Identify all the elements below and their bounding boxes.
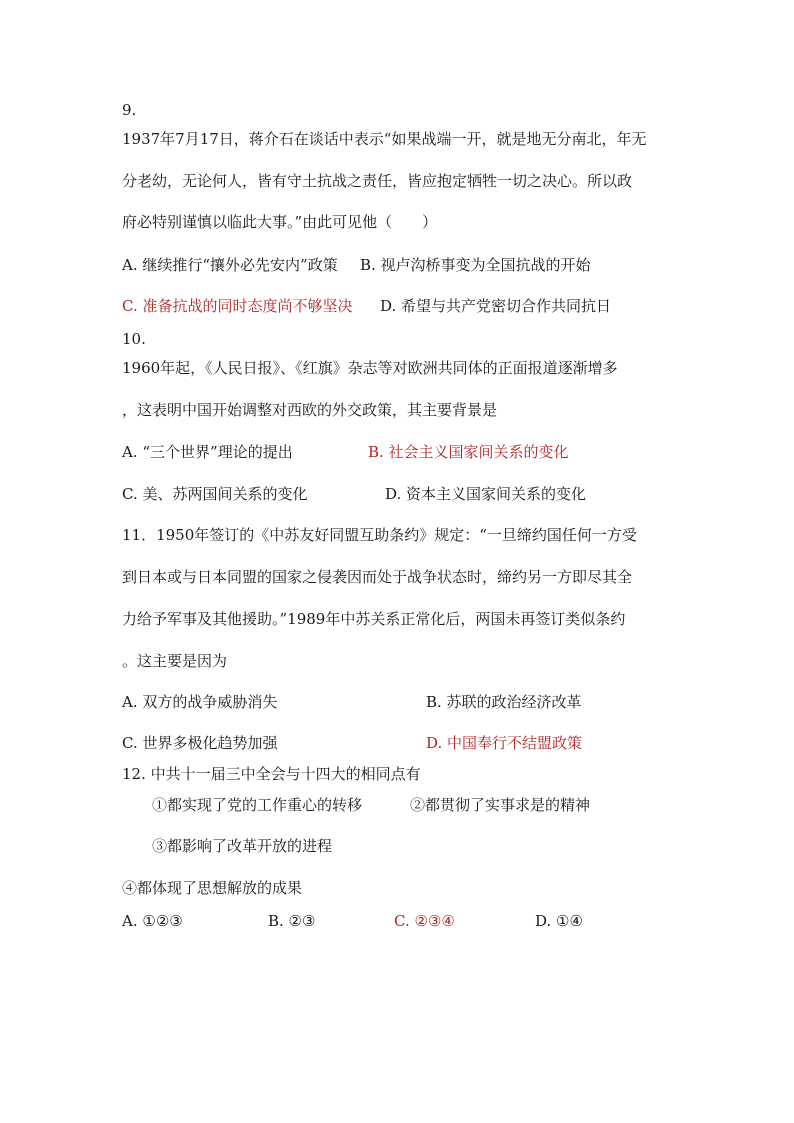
q10-stem-line-1: 1960年起，《人民日报》、《红旗》杂志等对欧洲共同体的正面报道逐渐增多 (122, 359, 618, 377)
q11-option-c: C. 世界多极化趋势加强 (122, 734, 278, 752)
q10-stem-line-2: ，这表明中国开始调整对西欧的外交政策，其主要背景是 (122, 401, 498, 419)
q10-number: 10. (122, 330, 146, 348)
q9-stem-line-2: 分老幼，无论何人，皆有守土抗战之责任，皆应抱定牺牲一切之决心。所以政 (122, 172, 633, 190)
q12-stem: 12. 中共十一届三中全会与十四大的相同点有 (122, 765, 421, 783)
q11-stem-line-3: 力给予军事及其他援助。”1989年中苏关系正常化后，两国未再签订类似条约 (122, 610, 626, 628)
q12-option-c-answer: C. ②③④ (394, 912, 455, 930)
q12-item-2: ②都贯彻了实事求是的精神 (410, 796, 591, 814)
q10-option-d: D. 资本主义国家间关系的变化 (385, 485, 587, 503)
q11-stem-line-1: 11．1950年签订的《中苏友好同盟互助条约》规定：“一旦缔约国任何一方受 (122, 526, 637, 544)
q9-option-c-answer: C. 准备抗战的同时态度尚不够坚决 (122, 297, 353, 315)
q9-stem-line-3: 府必特别谨慎以临此大事。”由此可见他（ ） (122, 213, 438, 231)
q10-option-b-answer: B. 社会主义国家间关系的变化 (368, 443, 569, 461)
q11-option-d-answer: D. 中国奉行不结盟政策 (426, 734, 583, 752)
q9-option-d: D. 希望与共产党密切合作共同抗日 (380, 297, 612, 315)
q9-option-b: B. 视卢沟桥事变为全国抗战的开始 (360, 256, 591, 274)
q9-number: 9. (122, 101, 137, 119)
q11-stem-line-2: 到日本或与日本同盟的国家之侵袭因而处于战争状态时，缔约另一方即尽其全 (122, 568, 633, 586)
q12-option-d: D. ①④ (535, 912, 583, 930)
q12-option-b: B. ②③ (268, 912, 316, 930)
q10-option-a: A. “三个世界”理论的提出 (122, 443, 293, 461)
q12-item-4: ④都体现了思想解放的成果 (122, 879, 303, 897)
q10-option-c: C. 美、苏两国间关系的变化 (122, 485, 308, 503)
q12-option-a: A. ①②③ (122, 912, 183, 930)
q12-item-3: ③都影响了改革开放的进程 (152, 837, 333, 855)
q11-stem-line-4: 。这主要是因为 (122, 652, 228, 670)
q11-option-b: B. 苏联的政治经济改革 (426, 693, 582, 711)
q9-stem-line-1: 1937年7月17日，蒋介石在谈话中表示“如果战端一开，就是地无分南北，年无 (122, 130, 647, 148)
q12-item-1: ①都实现了党的工作重心的转移 (152, 796, 363, 814)
q11-option-a: A. 双方的战争威胁消失 (122, 693, 278, 711)
q9-option-a: A. 继续推行“攘外必先安内”政策 (122, 256, 338, 274)
